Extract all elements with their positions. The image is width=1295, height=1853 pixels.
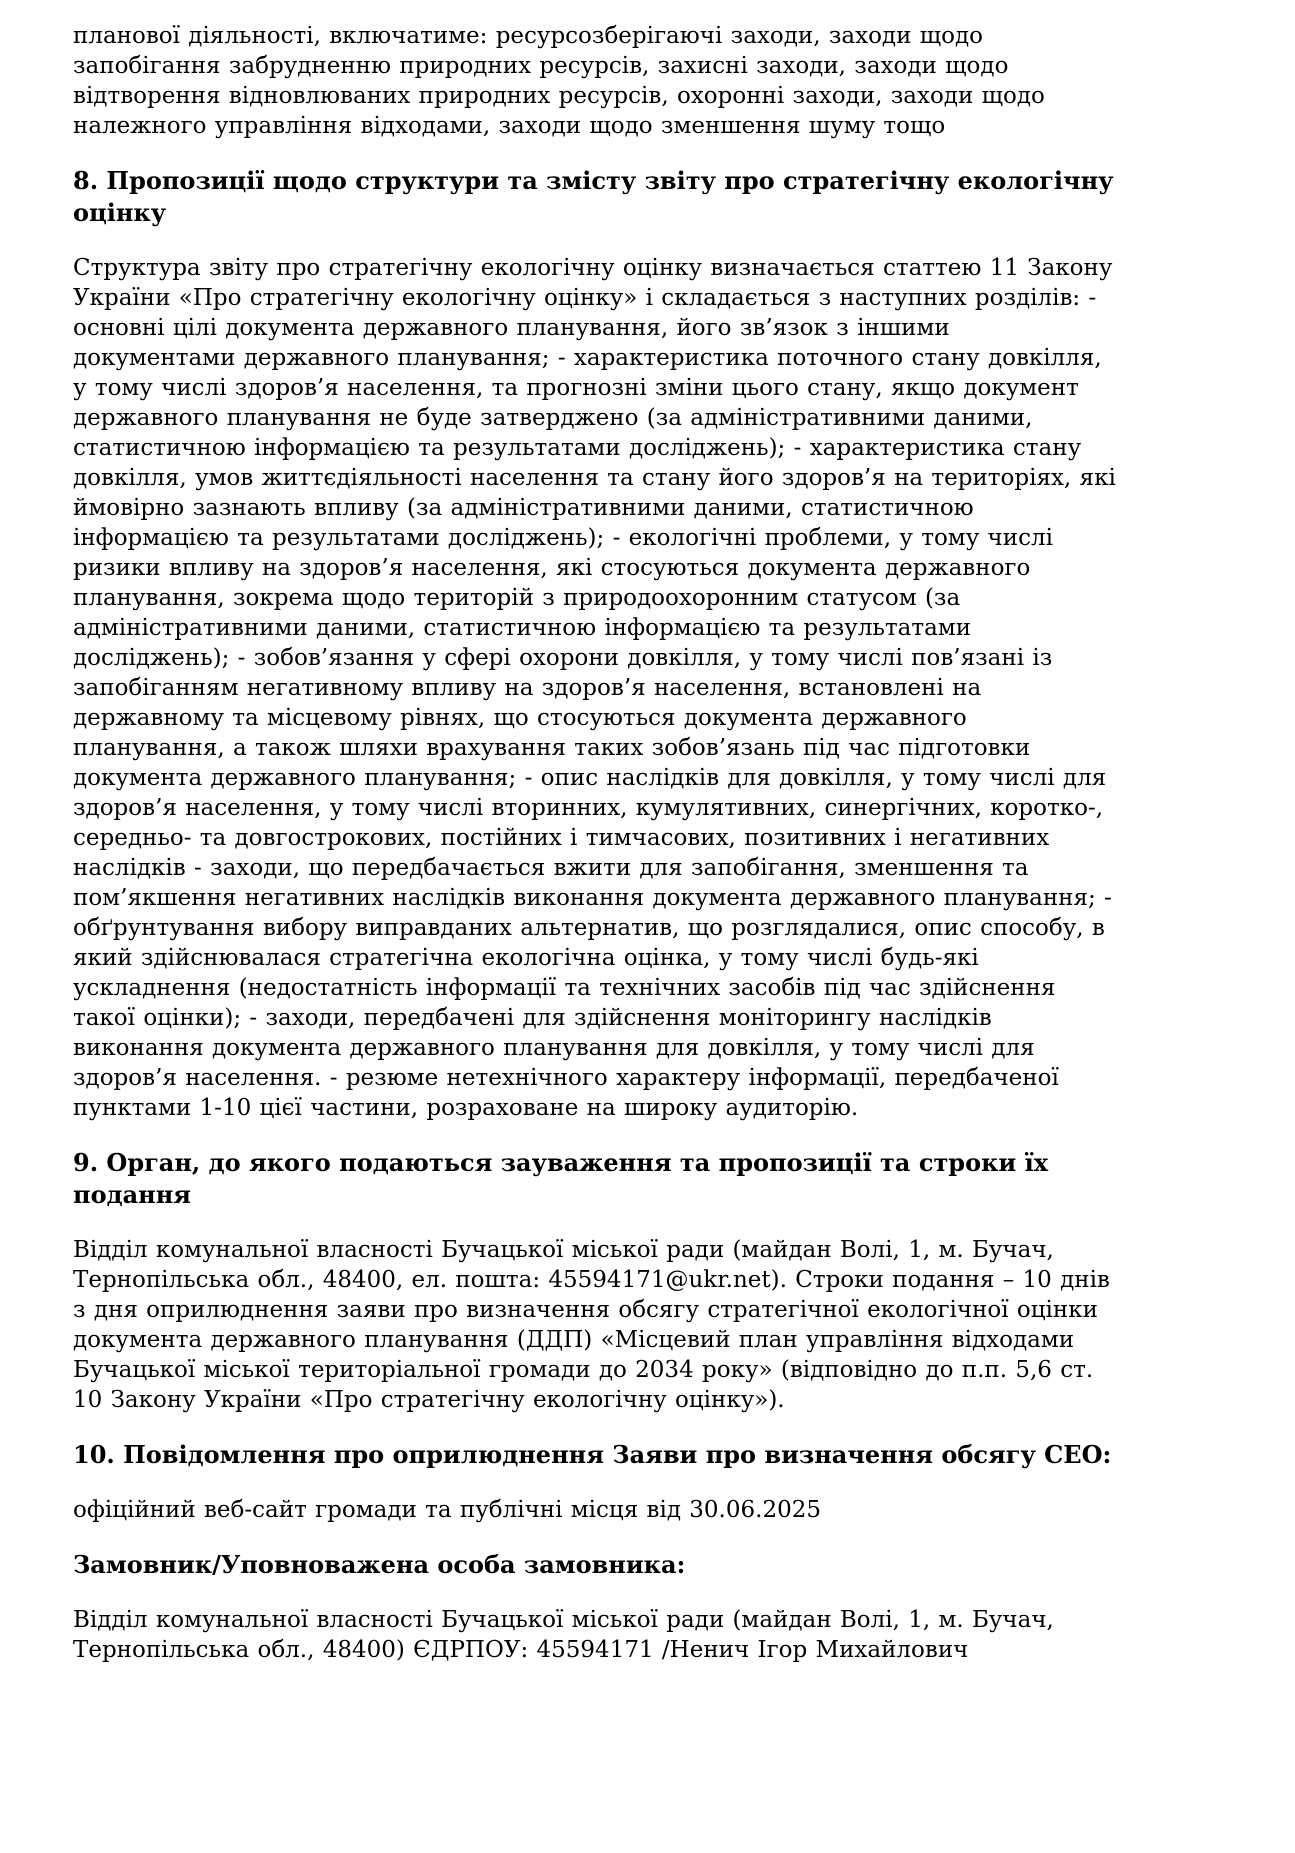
document-page	[0, 21, 1295, 1853]
section-9-heading: 9. Орган, до якого подаються зауваження та пропозиції та строки їх подання	[73, 1148, 1049, 1209]
customer-heading: Замовник/Уповноважена особа замовника:	[73, 1550, 686, 1579]
customer-body: Відділ комунальної власності Бучацької міської ради (майдан Волі, 1, м. Бучач, Тернопільська обл., 48400) ЄДРПОУ: 45594171 /Ненич Ігор Михайлович	[73, 1607, 1054, 1663]
section-10-body: офіційний веб-сайт громади та публічні місця від 30.06.2025	[73, 1497, 821, 1523]
section-10-heading: 10. Повідомлення про оприлюднення Заяви про визначення обсягу СЕО:	[73, 1440, 1112, 1469]
intro-paragraph: планової діяльності, включатиме: ресурсозберігаючі заходи, заходи щодо запобігання забрудненню природних ресурсів, захисні заходи, заходи щодо відтворення відновлюваних природних ресурсів, охоронні заходи, заходи щодо належного управління відходами, заходи щодо зменшення шуму тощо	[73, 23, 1045, 139]
section-8-body: Структура звіту про стратегічну екологічну оцінку визначається статтею 11 Закону України «Про стратегічну екологічну оцінку» і складається з наступних розділів: - основні цілі документа державного планування, його зв’язок з іншими документами державного планування; - характеристика поточного стану довкілля, у тому числі здоров’я населення, та прогнозні зміни цього стану, якщо документ державного планування не буде затверджено (за адміністративними даними, статистичною інформацією та результатами досліджень); - характеристика стану довкілля, умов життєдіяльності населення та стану його здоров’я на територіях, які ймовірно зазнають впливу (за адміністративними даними, статистичною інформацією та результатами досліджень); - екологічні проблеми, у тому числі ризики впливу на здоров’я населення, які стосуються документа державного планування, зокрема щодо територій з природоохоронним статусом (за адміністративними даними, статистичною інформацією та результатами досліджень); - зобов’язання у сфері охорони довкілля, у тому числі пов’язані із запобіганням негативному впливу на здоров’я населення, встановлені на державному та місцевому рівнях, що стосуються документа державного планування, а також шляхи врахування таких зобов’язань під час підготовки документа державного планування; - опис наслідків для довкілля, у тому числі для здоров’я населення, у тому числі вторинних, кумулятивних, синергічних, коротко-, середньо- та довгострокових, постійних і тимчасових, позитивних і негативних наслідків - заходи, що передбачається вжити для запобігання, зменшення та пом’якшення негативних наслідків виконання документа державного планування; - обґрунтування вибору виправданих альтернатив, що розглядалися, опис способу, в який здійснювалася стратегічна екологічна оцінка, у тому числі будь-які ускладнення (недостатність інформації та технічних засобів під час здійснення такої оцінки); - заходи, передбачені для здійснення моніторингу наслідків виконання документа державного планування для довкілля, у тому числі для здоров’я населення. - резюме нетехнічного характеру інформації, передбаченої пунктами 1-10 цієї частини, розраховане на широку аудиторію.	[73, 255, 1116, 1121]
section-8-heading: 8. Пропозиції щодо структури та змісту звіту про стратегічну екологічну оцінку	[73, 166, 1114, 227]
section-9-body: Відділ комунальної власності Бучацької міської ради (майдан Волі, 1, м. Бучач, Тернопільська обл., 48400, ел. пошта: 45594171@ukr.net). Строки подання – 10 днів з дня оприлюднення заяви про визначення обсягу стратегічної екологічної оцінки документа державного планування (ДДП) «Місцевий план управління відходами Бучацької міської територіальної громади до 2034 року» (відповідно до п.п. 5,6 ст. 10 Закону України «Про стратегічну екологічну оцінку»).	[73, 1237, 1110, 1413]
